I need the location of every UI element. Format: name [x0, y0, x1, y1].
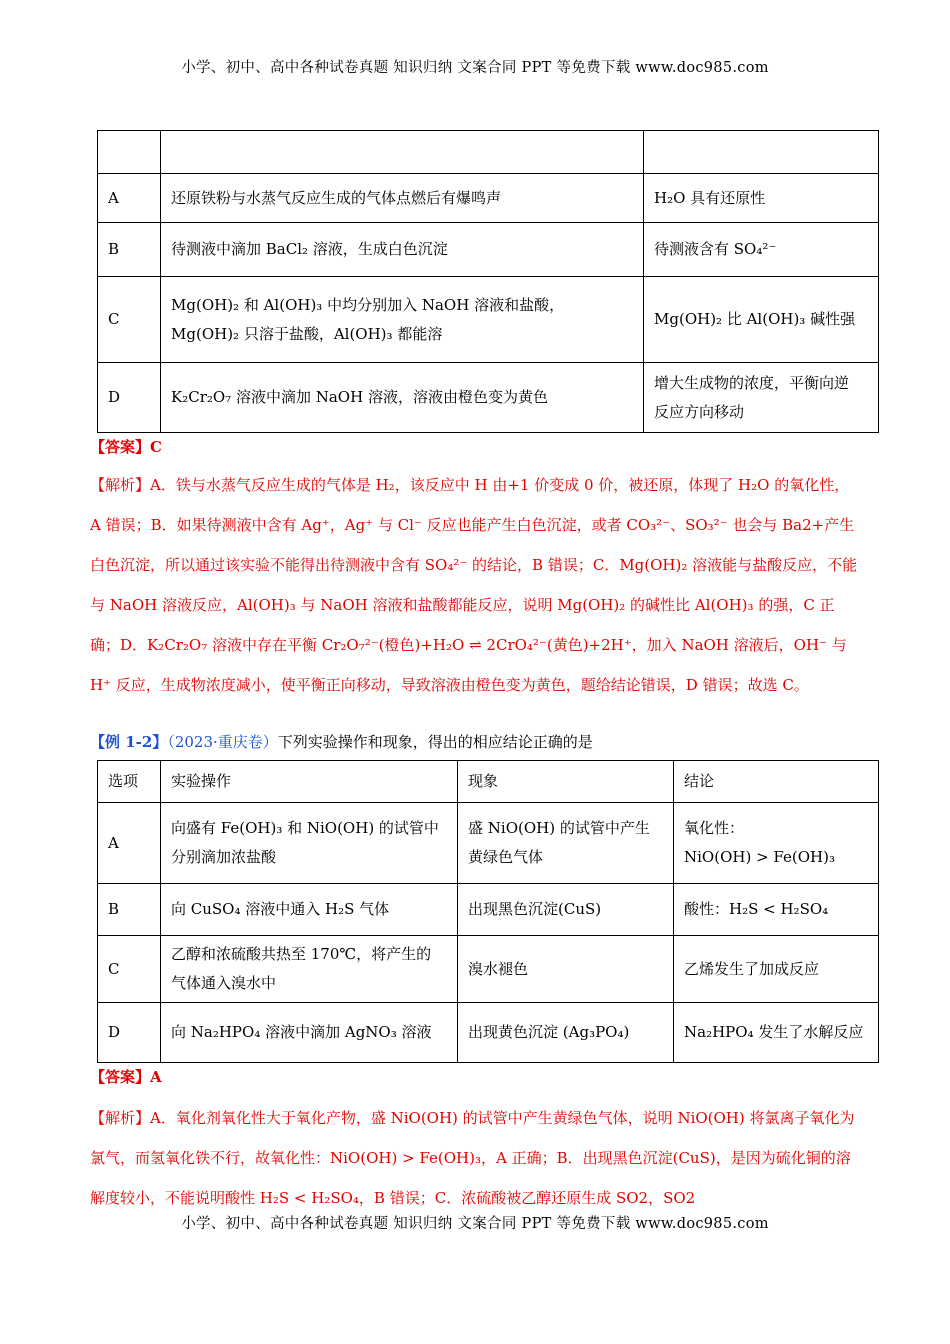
example-question: 下列实验操作和现象，得出的相应结论正确的是: [277, 733, 593, 751]
conclusion-line: NiO(OH) > Fe(OH)₃: [684, 848, 835, 866]
operation-cell: 向 Na₂HPO₄ 溶液中滴加 AgNO₃ 溶液: [161, 1003, 458, 1063]
table-row: [98, 174, 879, 223]
header-cell: 选项: [98, 761, 161, 803]
row-key: C: [98, 277, 161, 363]
conclusion-cell: Mg(OH)₂ 比 Al(OH)₃ 碱性强: [644, 277, 879, 363]
row-key: D: [98, 363, 161, 433]
table-row: [98, 223, 879, 277]
operation-line: Mg(OH)₂ 和 Al(OH)₃ 中均分别加入 NaOH 溶液和盐酸，: [171, 295, 565, 314]
conclusion-cell: [644, 363, 879, 433]
table-row: [98, 363, 879, 433]
phenomenon-cell: [458, 803, 674, 884]
answer-1: 【答案】C: [90, 438, 162, 456]
row-key: A: [98, 803, 161, 884]
row-key: D: [98, 1003, 161, 1063]
operation-line: 气体通入溴水中: [171, 974, 277, 992]
header-cell: 结论: [674, 761, 879, 803]
analysis-1: 【解析】A．铁与水蒸气反应生成的气体是 H₂，该反应中 H 由+1 价变成 0 价，被还原，体现了 H₂O 的氧化性，A 错误；B．如果待测液中含有 Ag⁺，Ag⁺ 与 Cl⁻ 反应也能产生白色沉淀，或者 CO₃²⁻、SO₃²⁻ 也会与 Ba2+产生白色沉淀，所以通过该实验不能得出待测液中含有 SO₄²⁻ 的结论，B 错误；C．Mg(OH)₂ 溶液能与盐酸反应，不能与 NaOH 溶液反应，Al(OH)₃ 与 NaOH 溶液和盐酸都能反应，说明 Mg(OH)₂ 的碱性比 Al(OH)₃ 的强，C 正确；D．K₂Cr₂O₇ 溶液中存在平衡 Cr₂O₇²⁻(橙色)+H₂O ⇌ 2CrO₄²⁻(黄色)+2H⁺，加入 NaOH 溶液后，OH⁻ 与 H⁺ 反应，生成物浓度减小，使平衡正向移动，导致溶液由橙色变为黄色，题给结论错误，D 错误；故选 C。: [90, 476, 858, 694]
answer-2: 【答案】A: [90, 1068, 162, 1086]
table-row: [98, 884, 879, 936]
row-key: B: [98, 223, 161, 277]
operation-cell: [161, 277, 644, 363]
operation-line: 分别滴加浓盐酸: [171, 848, 277, 866]
operation-line: Mg(OH)₂ 只溶于盐酸，Al(OH)₃ 都能溶: [171, 324, 443, 343]
row-key: B: [98, 884, 161, 936]
conclusion-line: 反应方向移动: [654, 402, 745, 421]
table-row: [98, 803, 879, 884]
conclusion-cell: Na₂HPO₄ 发生了水解反应: [674, 1003, 879, 1063]
table-row: [98, 936, 879, 1003]
table-2: [97, 760, 879, 1063]
page-footer: 小学、初中、高中各种试卷真题 知识归纳 文案合同 PPT 等免费下载 www.doc985.com: [181, 1216, 769, 1232]
operation-cell: [161, 803, 458, 884]
table-row: [98, 1003, 879, 1063]
operation-cell: K₂Cr₂O₇ 溶液中滴加 NaOH 溶液，溶液由橙色变为黄色: [161, 363, 644, 433]
conclusion-line: 氧化性：: [684, 819, 745, 837]
phenomenon-line: 黄绿色气体: [468, 848, 544, 866]
table-cell: [98, 131, 161, 174]
conclusion-cell: 乙烯发生了加成反应: [674, 936, 879, 1003]
table-cell: [161, 131, 644, 174]
conclusion-line: 增大生成物的浓度，平衡向逆: [654, 373, 850, 392]
phenomenon-line: 盛 NiO(OH) 的试管中产生: [468, 819, 650, 837]
page-header: 小学、初中、高中各种试卷真题 知识归纳 文案合同 PPT 等免费下载 www.doc985.com: [181, 60, 769, 76]
operation-cell: 向 CuSO₄ 溶液中通入 H₂S 气体: [161, 884, 458, 936]
conclusion-cell: H₂O 具有还原性: [644, 174, 879, 223]
operation-line: 乙醇和浓硫酸共热至 170℃，将产生的: [171, 945, 432, 963]
analysis-2: 【解析】A．氧化剂氧化性大于氧化产物，盛 NiO(OH) 的试管中产生黄绿色气体，说明 NiO(OH) 将氯离子氧化为氯气，而氢氧化铁不行，故氧化性：NiO(OH) > Fe(OH)₃，A 正确；B．出现黑色沉淀(CuS)，是因为硫化铜的溶解度较小，不能说明酸性 H₂S < H₂SO₄，B 错误；C．浓硫酸被乙醇还原生成 SO2，SO2: [90, 1109, 855, 1207]
example-heading: [90, 731, 593, 752]
conclusion-cell: 待测液含有 SO₄²⁻: [644, 223, 879, 277]
example-source: （2023·重庆卷）: [167, 733, 278, 751]
table-row: [98, 761, 879, 803]
example-tag: 【例 1-2】: [90, 733, 168, 751]
row-key: A: [98, 174, 161, 223]
operation-cell: 待测液中滴加 BaCl₂ 溶液，生成白色沉淀: [161, 223, 644, 277]
phenomenon-cell: 出现黄色沉淀 (Ag₃PO₄): [458, 1003, 674, 1063]
header-cell: 现象: [458, 761, 674, 803]
phenomenon-cell: 溴水褪色: [458, 936, 674, 1003]
table-1: [97, 130, 879, 433]
operation-cell: 还原铁粉与水蒸气反应生成的气体点燃后有爆鸣声: [161, 174, 644, 223]
table-row: [98, 277, 879, 363]
table-row: [98, 131, 879, 174]
conclusion-cell: [674, 803, 879, 884]
header-cell: 实验操作: [161, 761, 458, 803]
conclusion-cell: 酸性：H₂S < H₂SO₄: [674, 884, 879, 936]
operation-line: 向盛有 Fe(OH)₃ 和 NiO(OH) 的试管中: [171, 819, 439, 837]
row-key: C: [98, 936, 161, 1003]
table-cell: [644, 131, 879, 174]
operation-cell: [161, 936, 458, 1003]
phenomenon-cell: 出现黑色沉淀(CuS): [458, 884, 674, 936]
